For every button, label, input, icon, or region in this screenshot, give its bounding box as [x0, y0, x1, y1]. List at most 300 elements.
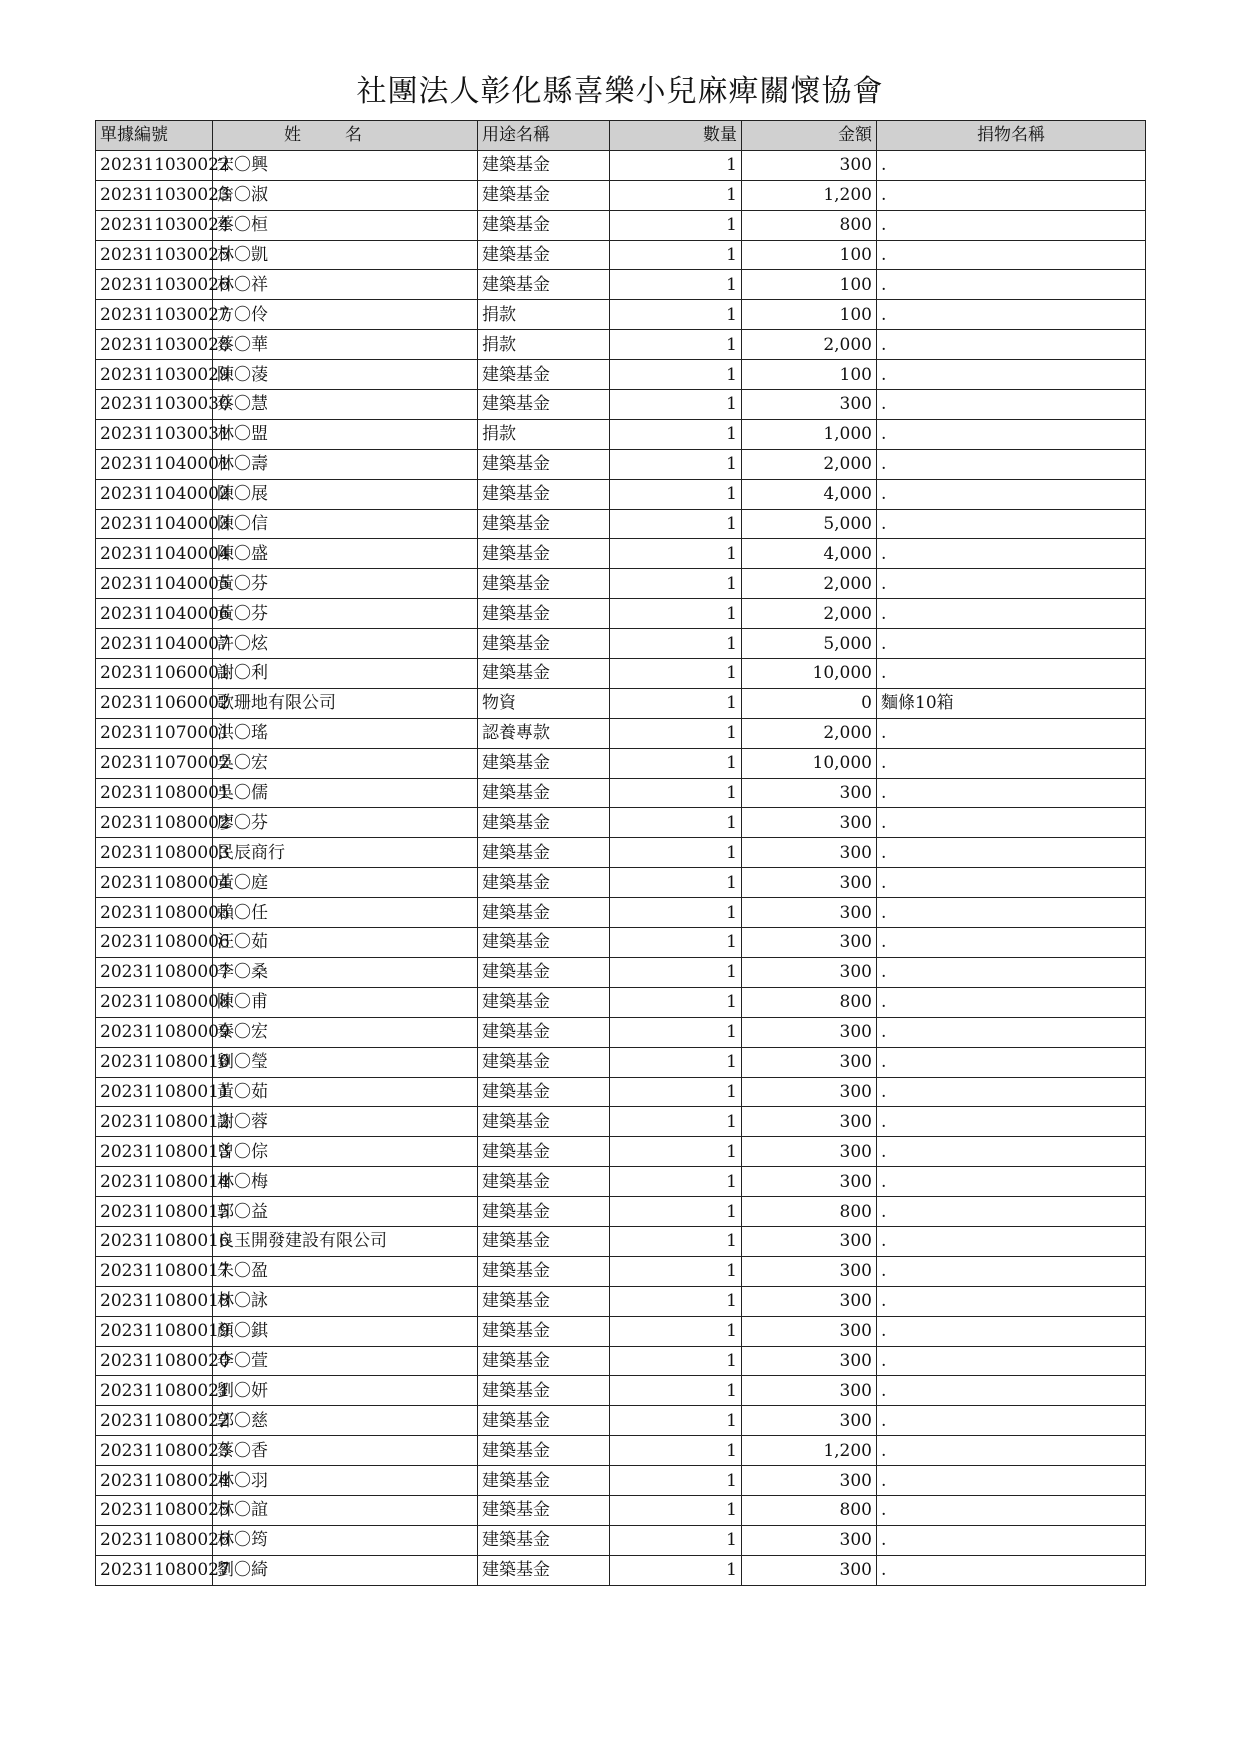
cell-amount: 100 — [742, 300, 877, 330]
cell-receipt-no: 202311030030 — [96, 390, 213, 420]
cell-item: . — [877, 1436, 1146, 1466]
cell-item: . — [877, 928, 1146, 958]
cell-amount: 300 — [742, 1077, 877, 1107]
cell-amount: 10,000 — [742, 659, 877, 689]
cell-purpose: 建築基金 — [478, 957, 610, 987]
header-purpose: 用途名稱 — [478, 121, 610, 151]
cell-name: 黃〇庭 — [213, 868, 478, 898]
table-row — [96, 449, 1146, 479]
header-amount: 金額 — [742, 121, 877, 151]
cell-amount: 300 — [742, 1047, 877, 1077]
cell-purpose: 建築基金 — [478, 1137, 610, 1167]
table-row — [96, 360, 1146, 390]
cell-name: 林〇詠 — [213, 1286, 478, 1316]
cell-purpose: 建築基金 — [478, 1256, 610, 1286]
cell-item: . — [877, 1017, 1146, 1047]
cell-item: . — [877, 1167, 1146, 1197]
cell-item: . — [877, 1226, 1146, 1256]
cell-receipt-no: 202311080005 — [96, 898, 213, 928]
cell-quantity: 1 — [610, 1525, 742, 1555]
cell-amount: 300 — [742, 1406, 877, 1436]
cell-receipt-no: 202311080020 — [96, 1346, 213, 1376]
cell-item: . — [877, 1466, 1146, 1496]
cell-item: . — [877, 718, 1146, 748]
cell-name: 陳〇信 — [213, 509, 478, 539]
cell-amount: 800 — [742, 210, 877, 240]
cell-purpose: 建築基金 — [478, 1197, 610, 1227]
cell-purpose: 建築基金 — [478, 210, 610, 240]
cell-receipt-no: 202311030024 — [96, 210, 213, 240]
cell-quantity: 1 — [610, 868, 742, 898]
table-row — [96, 330, 1146, 360]
cell-quantity: 1 — [610, 330, 742, 360]
table-row — [96, 539, 1146, 569]
cell-purpose: 建築基金 — [478, 1555, 610, 1585]
cell-name: 林〇盟 — [213, 419, 478, 449]
cell-purpose: 建築基金 — [478, 180, 610, 210]
cell-amount: 300 — [742, 1316, 877, 1346]
cell-name: 陳〇甫 — [213, 987, 478, 1017]
cell-name: 黃〇芬 — [213, 569, 478, 599]
cell-amount: 300 — [742, 390, 877, 420]
cell-item: . — [877, 360, 1146, 390]
cell-quantity: 1 — [610, 1346, 742, 1376]
cell-purpose: 建築基金 — [478, 1107, 610, 1137]
cell-receipt-no: 202311080014 — [96, 1167, 213, 1197]
cell-item: . — [877, 1406, 1146, 1436]
cell-amount: 300 — [742, 150, 877, 180]
cell-purpose: 建築基金 — [478, 898, 610, 928]
cell-receipt-no: 202311080026 — [96, 1525, 213, 1555]
cell-name: 陳〇盛 — [213, 539, 478, 569]
cell-item: . — [877, 808, 1146, 838]
cell-item: . — [877, 150, 1146, 180]
cell-quantity: 1 — [610, 1226, 742, 1256]
cell-name: 吳〇儒 — [213, 778, 478, 808]
cell-purpose: 建築基金 — [478, 868, 610, 898]
cell-purpose: 建築基金 — [478, 808, 610, 838]
cell-quantity: 1 — [610, 1495, 742, 1525]
cell-amount: 10,000 — [742, 748, 877, 778]
cell-receipt-no: 202311040003 — [96, 509, 213, 539]
table-row — [96, 479, 1146, 509]
table-row — [96, 1346, 1146, 1376]
cell-receipt-no: 202311030023 — [96, 180, 213, 210]
cell-amount: 300 — [742, 1226, 877, 1256]
cell-purpose: 建築基金 — [478, 1316, 610, 1346]
cell-receipt-no: 202311080023 — [96, 1436, 213, 1466]
cell-receipt-no: 202311080024 — [96, 1466, 213, 1496]
cell-item: . — [877, 868, 1146, 898]
table-row — [96, 1197, 1146, 1227]
cell-name: 林〇筠 — [213, 1525, 478, 1555]
cell-purpose: 建築基金 — [478, 240, 610, 270]
cell-receipt-no: 202311030031 — [96, 419, 213, 449]
cell-item: . — [877, 1107, 1146, 1137]
cell-quantity: 1 — [610, 300, 742, 330]
cell-name: 郭〇慈 — [213, 1406, 478, 1436]
cell-purpose: 捐款 — [478, 300, 610, 330]
cell-name: 良玉開發建設有限公司 — [213, 1226, 478, 1256]
cell-quantity: 1 — [610, 539, 742, 569]
cell-purpose: 建築基金 — [478, 838, 610, 868]
cell-quantity: 1 — [610, 898, 742, 928]
cell-name: 歌珊地有限公司 — [213, 688, 478, 718]
header-item: 捐物名稱 — [877, 121, 1146, 151]
cell-receipt-no: 202311040006 — [96, 599, 213, 629]
cell-name: 林〇祥 — [213, 270, 478, 300]
cell-item: . — [877, 1077, 1146, 1107]
table-row — [96, 300, 1146, 330]
table-row — [96, 599, 1146, 629]
table-row — [96, 1376, 1146, 1406]
cell-receipt-no: 202311030028 — [96, 330, 213, 360]
cell-amount: 800 — [742, 1197, 877, 1227]
cell-purpose: 建築基金 — [478, 1167, 610, 1197]
table-row — [96, 1256, 1146, 1286]
cell-name: 陳〇展 — [213, 479, 478, 509]
cell-amount: 800 — [742, 987, 877, 1017]
cell-amount: 300 — [742, 1525, 877, 1555]
cell-quantity: 1 — [610, 957, 742, 987]
cell-item: . — [877, 957, 1146, 987]
cell-purpose: 建築基金 — [478, 150, 610, 180]
cell-item: . — [877, 569, 1146, 599]
cell-name: 洪〇瑤 — [213, 718, 478, 748]
cell-amount: 4,000 — [742, 479, 877, 509]
cell-item: . — [877, 1376, 1146, 1406]
cell-item: . — [877, 629, 1146, 659]
cell-purpose: 建築基金 — [478, 449, 610, 479]
cell-receipt-no: 202311060002 — [96, 688, 213, 718]
cell-receipt-no: 202311080017 — [96, 1256, 213, 1286]
cell-purpose: 建築基金 — [478, 509, 610, 539]
cell-receipt-no: 202311070002 — [96, 748, 213, 778]
table-row — [96, 1167, 1146, 1197]
table-row — [96, 898, 1146, 928]
cell-purpose: 建築基金 — [478, 987, 610, 1017]
cell-name: 劉〇綺 — [213, 1555, 478, 1585]
cell-amount: 2,000 — [742, 569, 877, 599]
cell-quantity: 1 — [610, 479, 742, 509]
cell-name: 林〇凱 — [213, 240, 478, 270]
cell-amount: 300 — [742, 808, 877, 838]
cell-purpose: 建築基金 — [478, 1406, 610, 1436]
cell-name: 許〇炫 — [213, 629, 478, 659]
cell-item: . — [877, 1525, 1146, 1555]
table-row — [96, 150, 1146, 180]
cell-quantity: 1 — [610, 1316, 742, 1346]
cell-quantity: 1 — [610, 270, 742, 300]
cell-amount: 300 — [742, 778, 877, 808]
cell-receipt-no: 202311080008 — [96, 987, 213, 1017]
cell-purpose: 建築基金 — [478, 569, 610, 599]
table-row — [96, 270, 1146, 300]
cell-purpose: 建築基金 — [478, 479, 610, 509]
table-row — [96, 868, 1146, 898]
cell-amount: 1,200 — [742, 180, 877, 210]
cell-amount: 5,000 — [742, 509, 877, 539]
cell-quantity: 1 — [610, 1017, 742, 1047]
cell-receipt-no: 202311030026 — [96, 270, 213, 300]
table-row — [96, 1107, 1146, 1137]
cell-quantity: 1 — [610, 419, 742, 449]
cell-item: . — [877, 838, 1146, 868]
table-row — [96, 240, 1146, 270]
cell-item: . — [877, 1346, 1146, 1376]
cell-amount: 300 — [742, 868, 877, 898]
cell-item: 麵條10箱 — [877, 688, 1146, 718]
cell-quantity: 1 — [610, 599, 742, 629]
cell-name: 吳〇宏 — [213, 748, 478, 778]
cell-receipt-no: 202311080027 — [96, 1555, 213, 1585]
cell-name: 曾〇倧 — [213, 1137, 478, 1167]
cell-receipt-no: 202311080003 — [96, 838, 213, 868]
cell-quantity: 1 — [610, 1376, 742, 1406]
cell-amount: 2,000 — [742, 599, 877, 629]
cell-name: 賴〇任 — [213, 898, 478, 928]
table-row — [96, 778, 1146, 808]
cell-amount: 300 — [742, 1346, 877, 1376]
cell-receipt-no: 202311080006 — [96, 928, 213, 958]
table-row — [96, 1316, 1146, 1346]
cell-item: . — [877, 898, 1146, 928]
cell-amount: 300 — [742, 838, 877, 868]
cell-item: . — [877, 1286, 1146, 1316]
cell-name: 林〇梅 — [213, 1167, 478, 1197]
cell-receipt-no: 202311080007 — [96, 957, 213, 987]
table-row — [96, 688, 1146, 718]
table-row — [96, 210, 1146, 240]
cell-amount: 1,200 — [742, 1436, 877, 1466]
cell-receipt-no: 202311040004 — [96, 539, 213, 569]
cell-amount: 300 — [742, 1167, 877, 1197]
table-row — [96, 748, 1146, 778]
cell-name: 詹〇淑 — [213, 180, 478, 210]
cell-quantity: 1 — [610, 1436, 742, 1466]
cell-receipt-no: 202311080025 — [96, 1495, 213, 1525]
cell-purpose: 建築基金 — [478, 1346, 610, 1376]
table-row — [96, 1077, 1146, 1107]
cell-amount: 5,000 — [742, 629, 877, 659]
cell-amount: 300 — [742, 898, 877, 928]
table-row — [96, 1226, 1146, 1256]
cell-quantity: 1 — [610, 1256, 742, 1286]
cell-quantity: 1 — [610, 1197, 742, 1227]
cell-quantity: 1 — [610, 1406, 742, 1436]
cell-amount: 0 — [742, 688, 877, 718]
table-row — [96, 928, 1146, 958]
cell-receipt-no: 202311080016 — [96, 1226, 213, 1256]
cell-item: . — [877, 419, 1146, 449]
table-row — [96, 419, 1146, 449]
table-row — [96, 180, 1146, 210]
cell-item: . — [877, 659, 1146, 689]
cell-purpose: 物資 — [478, 688, 610, 718]
table-row — [96, 1017, 1146, 1047]
cell-item: . — [877, 1316, 1146, 1346]
cell-amount: 100 — [742, 240, 877, 270]
cell-item: . — [877, 539, 1146, 569]
cell-quantity: 1 — [610, 987, 742, 1017]
cell-quantity: 1 — [610, 1466, 742, 1496]
cell-receipt-no: 202311080021 — [96, 1376, 213, 1406]
table-row — [96, 390, 1146, 420]
cell-purpose: 建築基金 — [478, 599, 610, 629]
cell-name: 林〇羽 — [213, 1466, 478, 1496]
cell-receipt-no: 202311080019 — [96, 1316, 213, 1346]
cell-quantity: 1 — [610, 778, 742, 808]
cell-purpose: 建築基金 — [478, 1077, 610, 1107]
cell-receipt-no: 202311080002 — [96, 808, 213, 838]
table-row — [96, 1286, 1146, 1316]
cell-item: . — [877, 330, 1146, 360]
cell-receipt-no: 202311080013 — [96, 1137, 213, 1167]
table-row — [96, 1047, 1146, 1077]
cell-amount: 300 — [742, 1017, 877, 1047]
cell-name: 李〇萱 — [213, 1346, 478, 1376]
cell-amount: 300 — [742, 1286, 877, 1316]
cell-purpose: 建築基金 — [478, 778, 610, 808]
cell-amount: 300 — [742, 1466, 877, 1496]
cell-name: 郭〇益 — [213, 1197, 478, 1227]
table-header-row — [96, 121, 1146, 151]
cell-name: 蔡〇香 — [213, 1436, 478, 1466]
cell-amount: 100 — [742, 270, 877, 300]
cell-purpose: 建築基金 — [478, 539, 610, 569]
table-row — [96, 987, 1146, 1017]
cell-item: . — [877, 270, 1146, 300]
cell-receipt-no: 202311080001 — [96, 778, 213, 808]
cell-purpose: 建築基金 — [478, 1525, 610, 1555]
cell-purpose: 建築基金 — [478, 1226, 610, 1256]
cell-receipt-no: 202311040002 — [96, 479, 213, 509]
cell-purpose: 建築基金 — [478, 928, 610, 958]
cell-receipt-no: 202311080009 — [96, 1017, 213, 1047]
cell-quantity: 1 — [610, 1077, 742, 1107]
cell-quantity: 1 — [610, 1167, 742, 1197]
cell-receipt-no: 202311030022 — [96, 150, 213, 180]
table-row — [96, 509, 1146, 539]
cell-name: 謝〇蓉 — [213, 1107, 478, 1137]
cell-receipt-no: 202311080010 — [96, 1047, 213, 1077]
cell-item: . — [877, 1256, 1146, 1286]
table-row — [96, 1137, 1146, 1167]
cell-purpose: 建築基金 — [478, 748, 610, 778]
cell-name: 顏〇錤 — [213, 1316, 478, 1346]
cell-quantity: 1 — [610, 210, 742, 240]
cell-item: . — [877, 390, 1146, 420]
cell-purpose: 建築基金 — [478, 270, 610, 300]
cell-receipt-no: 202311080018 — [96, 1286, 213, 1316]
cell-item: . — [877, 1137, 1146, 1167]
cell-amount: 300 — [742, 1107, 877, 1137]
cell-amount: 800 — [742, 1495, 877, 1525]
cell-name: 李〇桑 — [213, 957, 478, 987]
cell-name: 朱〇盈 — [213, 1256, 478, 1286]
cell-name: 黃〇芬 — [213, 599, 478, 629]
cell-purpose: 建築基金 — [478, 360, 610, 390]
cell-item: . — [877, 778, 1146, 808]
cell-name: 蔡〇慧 — [213, 390, 478, 420]
cell-receipt-no: 202311030025 — [96, 240, 213, 270]
document-title: 社團法人彰化縣喜樂小兒麻痺關懷協會 — [356, 74, 884, 109]
cell-quantity: 1 — [610, 449, 742, 479]
cell-name: 民辰商行 — [213, 838, 478, 868]
table-row — [96, 1406, 1146, 1436]
cell-item: . — [877, 987, 1146, 1017]
cell-item: . — [877, 1495, 1146, 1525]
cell-item: . — [877, 210, 1146, 240]
cell-quantity: 1 — [610, 928, 742, 958]
cell-name: 蔡〇華 — [213, 330, 478, 360]
table-row — [96, 1436, 1146, 1466]
cell-receipt-no: 202311080012 — [96, 1107, 213, 1137]
cell-purpose: 建築基金 — [478, 659, 610, 689]
cell-amount: 4,000 — [742, 539, 877, 569]
cell-quantity: 1 — [610, 569, 742, 599]
table-row — [96, 659, 1146, 689]
cell-purpose: 建築基金 — [478, 1047, 610, 1077]
cell-name: 林〇壽 — [213, 449, 478, 479]
cell-quantity: 1 — [610, 659, 742, 689]
cell-item: . — [877, 300, 1146, 330]
cell-receipt-no: 202311080011 — [96, 1077, 213, 1107]
cell-quantity: 1 — [610, 509, 742, 539]
cell-receipt-no: 202311080004 — [96, 868, 213, 898]
cell-item: . — [877, 1555, 1146, 1585]
table-row — [96, 957, 1146, 987]
cell-receipt-no: 202311060001 — [96, 659, 213, 689]
cell-quantity: 1 — [610, 1137, 742, 1167]
cell-quantity: 1 — [610, 1047, 742, 1077]
cell-receipt-no: 202311040005 — [96, 569, 213, 599]
header-receipt-no: 單據編號 — [96, 121, 213, 151]
cell-quantity: 1 — [610, 390, 742, 420]
cell-amount: 300 — [742, 928, 877, 958]
table-row — [96, 808, 1146, 838]
cell-amount: 300 — [742, 957, 877, 987]
table-row — [96, 629, 1146, 659]
cell-name: 劉〇妍 — [213, 1376, 478, 1406]
cell-name: 蔡〇桓 — [213, 210, 478, 240]
cell-purpose: 建築基金 — [478, 1376, 610, 1406]
cell-amount: 300 — [742, 1256, 877, 1286]
cell-name: 宋〇興 — [213, 150, 478, 180]
header-quantity: 數量 — [610, 121, 742, 151]
cell-quantity: 1 — [610, 1286, 742, 1316]
donation-table — [95, 120, 1146, 1586]
cell-receipt-no: 202311040001 — [96, 449, 213, 479]
cell-item: . — [877, 509, 1146, 539]
cell-name: 黃〇茹 — [213, 1077, 478, 1107]
cell-amount: 2,000 — [742, 718, 877, 748]
cell-name: 廖〇芬 — [213, 808, 478, 838]
cell-receipt-no: 202311070001 — [96, 718, 213, 748]
cell-item: . — [877, 180, 1146, 210]
cell-item: . — [877, 479, 1146, 509]
cell-name: 汪〇茹 — [213, 928, 478, 958]
cell-item: . — [877, 1047, 1146, 1077]
cell-purpose: 建築基金 — [478, 1436, 610, 1466]
cell-quantity: 1 — [610, 180, 742, 210]
cell-receipt-no: 202311040007 — [96, 629, 213, 659]
cell-amount: 300 — [742, 1555, 877, 1585]
cell-quantity: 1 — [610, 1555, 742, 1585]
cell-purpose: 建築基金 — [478, 1017, 610, 1047]
cell-quantity: 1 — [610, 748, 742, 778]
cell-purpose: 建築基金 — [478, 629, 610, 659]
